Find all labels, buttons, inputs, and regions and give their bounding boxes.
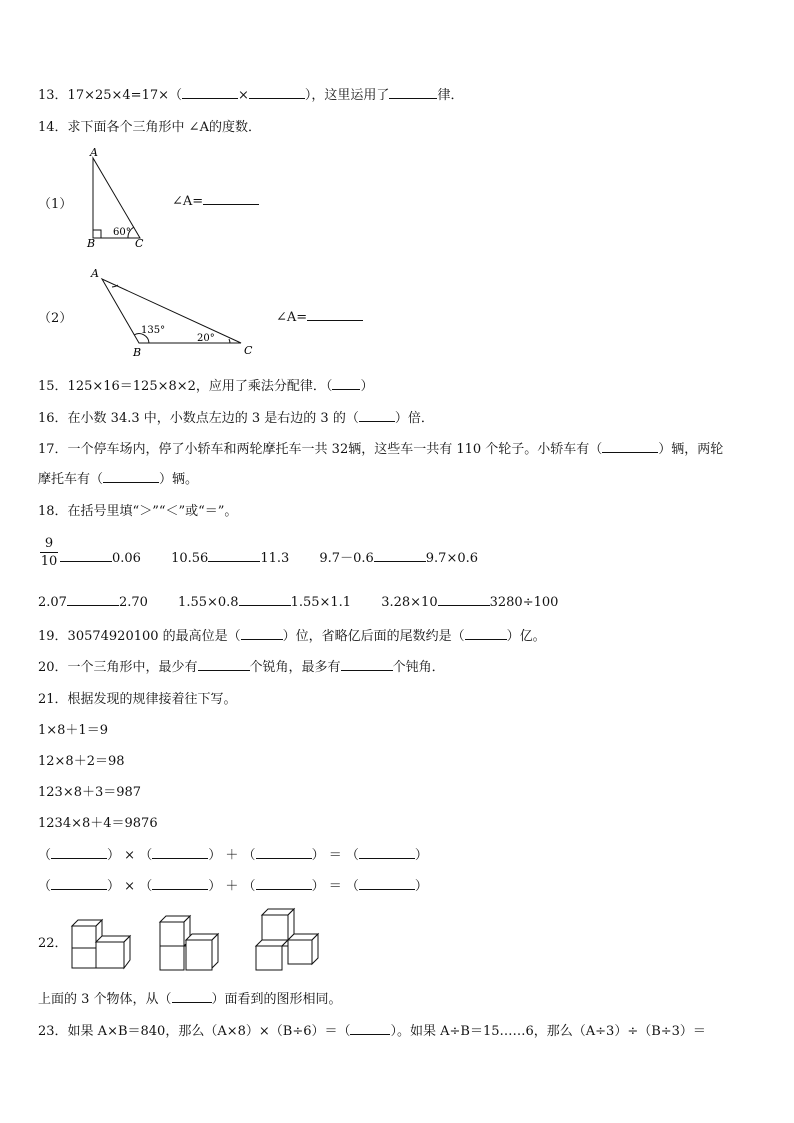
q17-line1	[38, 438, 723, 457]
q17-line2-pre: 摩托车有（	[38, 472, 104, 487]
q19	[38, 625, 546, 644]
paren-open: （	[38, 879, 52, 894]
q17-blank-2[interactable]	[103, 471, 159, 483]
q18-r1-value: 9.7×0.6	[425, 551, 479, 566]
q22-text-post: ）面看到的图形相同。	[211, 992, 342, 1007]
q13-blank-3[interactable]	[389, 87, 437, 99]
q21-row: 123×8＋3＝987	[38, 785, 142, 800]
q20	[38, 656, 445, 675]
q18-row1	[60, 547, 478, 566]
q14-p1-answer-label: ∠A=	[172, 194, 204, 209]
q21-blank[interactable]	[51, 878, 107, 890]
plus-sign: ＋	[225, 879, 239, 894]
q18-r2-blank-1[interactable]	[67, 594, 119, 606]
q14-triangle-1	[80, 145, 155, 250]
q21-blank[interactable]	[152, 878, 208, 890]
q19-pre: 19．30574920100 的最高位是（	[38, 629, 241, 644]
q18-r2-value: 1.55×1.1	[290, 595, 352, 610]
q13-pre: 13．17×25×4=17×（	[38, 88, 183, 103]
q20-blank-2[interactable]	[341, 659, 393, 671]
q21-blank[interactable]	[359, 878, 415, 890]
q18-frac-num: 9	[44, 536, 54, 551]
q17-line2-post: ）辆。	[159, 472, 199, 487]
equals-sign: ＝	[328, 879, 342, 894]
q18-r1-blank-1[interactable]	[60, 550, 112, 562]
q18-r1-blank-2[interactable]	[208, 550, 260, 562]
q16-blank[interactable]	[359, 410, 395, 422]
paren-open: （	[345, 848, 359, 863]
paren-close: ）	[107, 879, 121, 894]
q18-r2-value: 3.28×10	[381, 595, 438, 610]
q20-blank-1[interactable]	[198, 659, 250, 671]
q22-cube-figure-3	[252, 906, 322, 972]
q22-cube-figure-2	[156, 912, 228, 972]
q18-r1-value: 11.3	[260, 551, 290, 566]
q14-p2-answer	[276, 309, 363, 325]
q16-post: ）倍．	[394, 411, 434, 426]
q18-r2-value: 2.70	[118, 595, 148, 610]
q18-r1-value: 10.56	[171, 551, 209, 566]
q19-mid: ）位，省略亿后面的尾数约是（	[282, 629, 465, 644]
q21-blank[interactable]	[256, 878, 312, 890]
q21-blank[interactable]	[256, 847, 312, 859]
q18-r2-blank-2[interactable]	[239, 594, 291, 606]
q20-post: 个钝角．	[392, 660, 445, 675]
q14-p2-answer-label: ∠A=	[276, 310, 308, 325]
q23-text: 23．如果 A×B＝840，那么（A×8）×（B÷6）＝（	[38, 1024, 351, 1039]
q18-r1-value: 0.06	[112, 551, 141, 566]
q18-r2-value: 2.07	[38, 595, 67, 610]
q15-end: ）	[360, 379, 374, 394]
q14-p1-vertex-a: A	[90, 146, 98, 159]
q14-p2-angle-c: 20°	[197, 333, 215, 344]
paren-close: ）	[311, 879, 325, 894]
paren-close: ）	[208, 879, 222, 894]
q14-title: 14．求下面各个三角形中 ∠A的度数．	[38, 120, 261, 135]
q23-blank[interactable]	[350, 1023, 390, 1035]
times-sign: ×	[124, 848, 136, 863]
q18-row2	[38, 594, 558, 610]
paren-close: ）	[107, 848, 121, 863]
q14-p1-vertex-b: B	[87, 237, 96, 250]
q15-text: 15．125×16＝125×8×2，应用了乘法分配律．（	[38, 379, 333, 394]
q22-cube-figure-1	[68, 912, 136, 970]
q21-title: 21．根据发现的规律接着往下写。	[38, 692, 237, 707]
q21-fill-row-1	[38, 844, 428, 863]
q21-blank[interactable]	[359, 847, 415, 859]
q18-frac-bar	[40, 552, 58, 553]
q22-blank[interactable]	[172, 991, 212, 1003]
q18-r2-value: 3280÷100	[489, 595, 559, 610]
q23-mid: ）。如果 A÷B＝15……6，那么（A÷3）÷（B÷3）＝	[390, 1024, 706, 1039]
q23	[38, 1020, 706, 1039]
paren-open: （	[242, 879, 256, 894]
q14-p2-label: （2）	[38, 311, 73, 326]
q19-blank-1[interactable]	[241, 628, 283, 640]
q18-r2-blank-3[interactable]	[438, 594, 490, 606]
q21-blank[interactable]	[152, 847, 208, 859]
q18-frac-den: 10	[40, 554, 58, 569]
q19-post: ）亿。	[506, 629, 546, 644]
q14-p2-blank[interactable]	[307, 309, 363, 321]
q17-blank-1[interactable]	[602, 441, 658, 453]
q14-p1-vertex-c: C	[135, 237, 144, 250]
q17-line1-text: 17．一个停车场内，停了小轿车和两轮摩托车一共 32辆，这些车一共有 110 个轮子。小轿车有（	[38, 442, 603, 457]
q22-text-pre: 上面的 3 个物体，从（	[38, 992, 172, 1007]
q18-r1-value: 9.7－0.6	[319, 551, 374, 566]
paren-open: （	[345, 879, 359, 894]
q21-row: 1234×8＋4＝9876	[38, 816, 158, 831]
paren-open: （	[242, 848, 256, 863]
q20-mid: 个锐角，最多有	[249, 660, 341, 675]
plus-sign: ＋	[225, 848, 239, 863]
q14-p1-label: （1）	[38, 197, 73, 212]
q14-p2-vertex-c: C	[244, 344, 253, 357]
q14-p2-vertex-a: A	[91, 267, 99, 280]
q19-blank-2[interactable]	[465, 628, 507, 640]
q21-blank[interactable]	[51, 847, 107, 859]
q18-r2-value: 1.55×0.8	[178, 595, 239, 610]
q14-p1-angle-c: 60°	[113, 227, 131, 238]
paren-open: （	[38, 848, 52, 863]
q15-blank[interactable]	[332, 378, 360, 390]
paren-close: ）	[414, 848, 428, 863]
q21-fill-row-2	[38, 875, 428, 894]
q14-p2-angle-b: 135°	[141, 325, 166, 336]
q13-mid: ×	[238, 88, 249, 103]
paren-close: ）	[311, 848, 325, 863]
q13	[38, 84, 463, 103]
q13-blank-2[interactable]	[249, 87, 305, 99]
q15	[38, 375, 373, 394]
paren-open: （	[139, 848, 153, 863]
q20-pre: 20．一个三角形中，最少有	[38, 660, 198, 675]
paren-open: （	[139, 879, 153, 894]
q16-pre: 16．在小数 34.3 中，小数点左边的 3 是右边的 3 的（	[38, 411, 359, 426]
equals-sign: ＝	[328, 848, 342, 863]
q22-num: 22．	[38, 936, 68, 951]
paren-close: ）	[414, 879, 428, 894]
q14-p1-answer	[172, 193, 259, 209]
q16	[38, 407, 434, 426]
q17-line1-post: ）辆，两轮	[658, 442, 724, 457]
q14-p2-vertex-b: B	[133, 346, 142, 358]
q13-blank-1[interactable]	[182, 87, 238, 99]
q13-post: ），这里运用了	[304, 88, 390, 103]
q17-line2	[38, 468, 198, 487]
q14-triangle-2	[88, 266, 258, 358]
q14-p1-blank[interactable]	[203, 193, 259, 205]
paren-close: ）	[208, 848, 222, 863]
q18-r1-blank-3[interactable]	[374, 550, 426, 562]
q13-tail: 律．	[437, 88, 464, 103]
q22-text	[38, 988, 342, 1007]
q21-row: 12×8＋2＝98	[38, 754, 125, 769]
q18-fraction	[40, 536, 58, 569]
q21-row: 1×8＋1＝9	[38, 723, 108, 738]
times-sign: ×	[124, 879, 136, 894]
q18-title: 18．在括号里填“＞”“＜”或“＝”。	[38, 504, 238, 519]
